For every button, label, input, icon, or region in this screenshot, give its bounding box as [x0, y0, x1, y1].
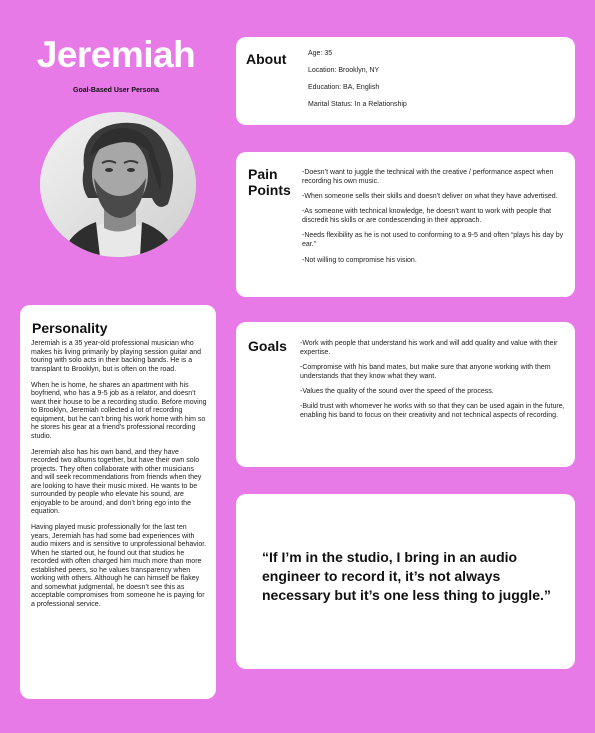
goals-card — [236, 322, 575, 467]
personality-paragraph: Having played music professionally for the last ten years, Jeremiah has had some bad experiences with audio mixers and is sensitive to unprofessional behavior. When he started out, he found out that studios he recorded with often charged him much more than more established peers, so he values transparency when working with others. Although he can himself be flakey and somewhat judgmental, he doesn’t see this as acceptable compromises from someone he is paying for a professional service. — [31, 524, 207, 608]
about-title: About — [246, 51, 287, 67]
about-marital-status: Marital Status: In a Relationship — [308, 101, 407, 108]
pain-points-title-line2: Points — [248, 182, 291, 198]
portrait-image — [40, 112, 196, 257]
goal-item: -Compromise with his band mates, but make sure that anyone working with them understands that they know what they want. — [300, 364, 551, 380]
about-location: Location: Brooklyn, NY — [308, 67, 380, 74]
pain-point-item: -Doesn’t want to juggle the technical with the creative / performance aspect when recording his own music. — [302, 169, 554, 185]
goal-item: -Values the quality of the sound over the speed of the process. — [300, 388, 494, 396]
personality-text — [31, 340, 207, 617]
pain-point-item: -When someone sells their skills and doesn’t deliver on what they have advertised. — [302, 193, 558, 201]
pain-point-item: -Not willing to compromise his vision. — [302, 256, 417, 264]
personality-paragraph: Jeremiah also has his own band, and they have recorded two albums together, but have their own solo projects. They often collaborate with other musicians and will seek recommendations from friends when they are looking to have their music mixed. He wants to be surrounded by people who elevate his sound, are enjoyable to be around, and don’t bring ego into the equation. — [31, 448, 202, 515]
about-age: Age: 35 — [308, 50, 333, 57]
persona-name: Jeremiah — [36, 34, 196, 75]
goals-list — [300, 340, 568, 428]
goal-item: -Work with people that understand his work and will add quality and value with their expertise. — [300, 340, 558, 356]
personality-paragraph: When he is home, he shares an apartment with his boyfriend, who has a 9-5 job as a relator, and doesn’t want their house to be a recording studio. Before moving to Brooklyn, Jeremiah collected a lot of recording equipment, but he can’t bring his work home with him so he stores his gear at a friend’s professional recording studio. — [31, 381, 207, 440]
pain-points-title-line1: Pain — [248, 166, 278, 182]
personality-title: Personality — [32, 320, 108, 336]
avatar — [40, 112, 196, 257]
about-education: Education: BA, English — [308, 84, 380, 91]
goal-item: -Build trust with whomever he works with so that they can be used again in the future, enabling his band to focus on their creativity and not technical aspects of recording. — [300, 403, 565, 420]
persona-quote: “If I’m in the studio, I bring in an audio engineer to record it, it’s not always necessary but it’s one less thing to juggle.” — [262, 549, 551, 603]
pain-point-item: -Needs flexibility as he is not used to conforming to a 9-5 and often “plays his day by ear.” — [302, 232, 564, 249]
pain-points-card — [236, 152, 575, 297]
persona-subtitle: Goal-Based User Persona — [73, 87, 159, 94]
goals-title: Goals — [248, 338, 287, 354]
pain-points-title — [248, 166, 291, 198]
personality-card — [20, 305, 216, 699]
about-list — [308, 49, 407, 117]
pain-point-item: -As someone with technical knowledge, he doesn’t want to work with people that discredit his skills or are condescending in their approach. — [302, 208, 552, 225]
quote-card — [236, 494, 575, 669]
pain-points-list — [302, 169, 568, 272]
about-card — [236, 37, 575, 125]
personality-paragraph: Jeremiah is a 35 year-old professional musician who makes his living primarily by playing session guitar and touring with solo acts in their backing bands. He is a transplant to Brooklyn, but is often on the road. — [31, 340, 202, 373]
